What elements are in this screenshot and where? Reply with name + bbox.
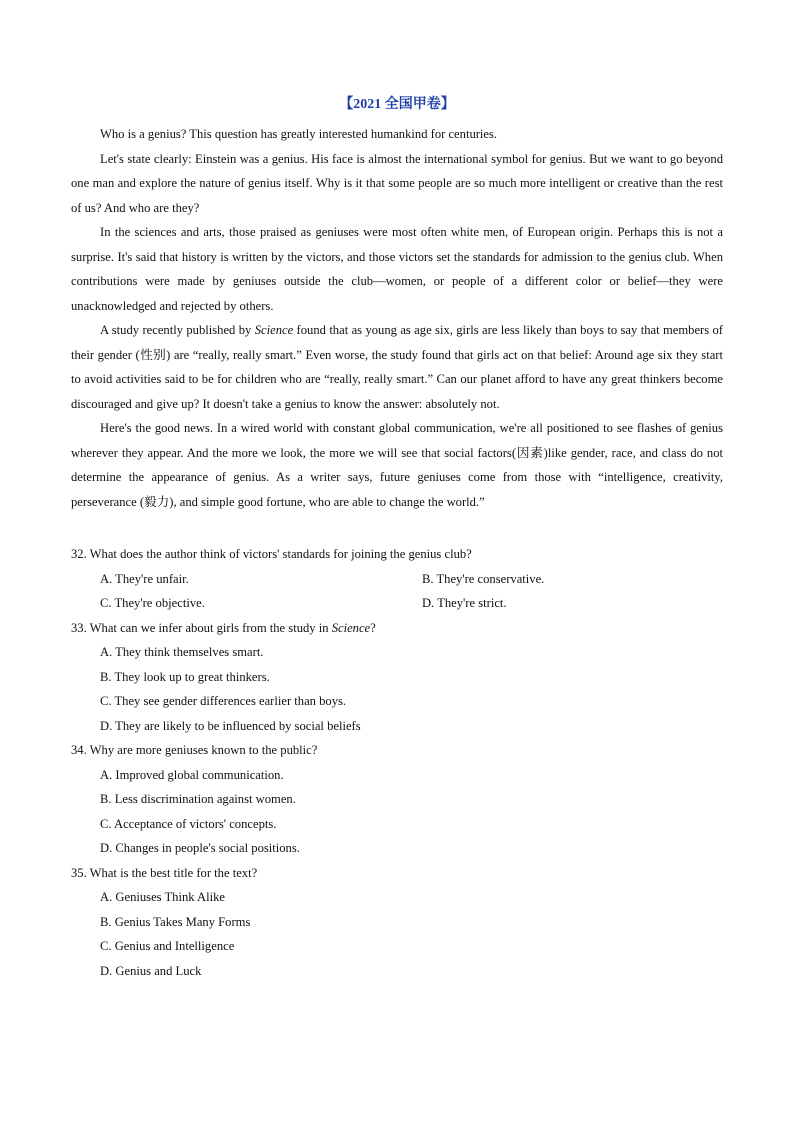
journal-name: Science: [254, 323, 294, 337]
question-33: [71, 616, 723, 739]
paragraph-4-pre: A study recently published by: [100, 323, 255, 337]
journal-name: Science: [331, 620, 371, 635]
question-stem-text: 35. What is the best title for the text?: [71, 865, 258, 880]
question-list: [71, 542, 723, 983]
option-b[interactable]: B. They look up to great thinkers.: [100, 669, 270, 684]
option-b[interactable]: B. They're conservative.: [422, 571, 545, 586]
option-a[interactable]: A. Improved global communication.: [100, 767, 284, 782]
option-d[interactable]: D. Changes in people's social positions.: [100, 841, 300, 855]
question-stem-text: 32. What does the author think of victors' standards for joining the genius club?: [71, 547, 472, 561]
paragraph-4: [71, 318, 723, 416]
question-stem-text: 34. Why are more geniuses known to the public?: [71, 743, 318, 757]
option-row: [71, 567, 723, 592]
option-a[interactable]: A. They're unfair.: [100, 571, 189, 586]
exam-title: 【2021 全国甲卷】: [339, 97, 455, 112]
question-stem: [71, 616, 723, 641]
option-d[interactable]: D. Genius and Luck: [100, 963, 202, 978]
option-d[interactable]: D. They are likely to be influenced by social beliefs: [100, 718, 361, 733]
option-c[interactable]: C. They're objective.: [100, 596, 205, 610]
question-stem: [71, 738, 723, 763]
paragraph-4-post: found that as young as age six, girls are less likely than boys to say that members of their gender (性别) are “really, really smart.” Even worse, the study found that girls act on that belief: Around age six they start to avoid activities said to be for children who are “really, really smart.” Can our planet afford to have any great thinkers become discouraged and give up? It doesn't take a genius to know the answer: absolutely not.: [71, 323, 723, 411]
option-a[interactable]: A. Geniuses Think Alike: [100, 890, 225, 904]
option-c[interactable]: C. They see gender differences earlier than boys.: [100, 694, 347, 708]
question-32: [71, 542, 723, 616]
option-row: [71, 591, 723, 616]
option-b[interactable]: B. Less discrimination against women.: [100, 792, 296, 806]
question-stem: [71, 542, 723, 567]
question-35: [71, 861, 723, 984]
reading-passage: [71, 122, 723, 514]
question-stem: [71, 861, 723, 886]
paragraph-2: Let's state clearly: Einstein was a genius. His face is almost the international symbol for genius. But we want to go beyond one man and explore the nature of genius itself. Why is it that some people are so much more intelligent or creative than the rest of us? And who are they?: [71, 151, 723, 215]
option-d[interactable]: D. They're strict.: [422, 596, 507, 610]
question-34: [71, 738, 723, 861]
option-c[interactable]: C. Acceptance of victors' concepts.: [100, 816, 277, 831]
paragraph-5: Here's the good news. In a wired world with constant global communication, we're all positioned to see flashes of genius wherever they appear. And the more we look, the more we will see that social factors(因素)like gender, race, and class do not determine the appearance of genius. As a writer says, future geniuses come from those with “intelligence, creativity, perseverance (毅力), and simple good fortune, who are able to change the world.”: [71, 421, 723, 509]
option-c[interactable]: C. Genius and Intelligence: [100, 939, 235, 953]
question-stem-text: 33. What can we infer about girls from the study in: [71, 620, 332, 635]
option-a[interactable]: A. They think themselves smart.: [100, 645, 264, 659]
paragraph-3: In the sciences and arts, those praised as geniuses were most often white men, of European origin. Perhaps this is not a surprise. It's said that history is written by the victors, and those victors set the standards for admission to the genius club. When contributions were made by geniuses outside the club—women, or people of a different color or belief—they were unacknowledged and rejected by others.: [71, 225, 723, 313]
question-stem-end: ?: [370, 620, 376, 635]
paragraph-1: Who is a genius? This question has greatly interested humankind for centuries.: [100, 127, 498, 141]
option-b[interactable]: B. Genius Takes Many Forms: [100, 914, 251, 929]
